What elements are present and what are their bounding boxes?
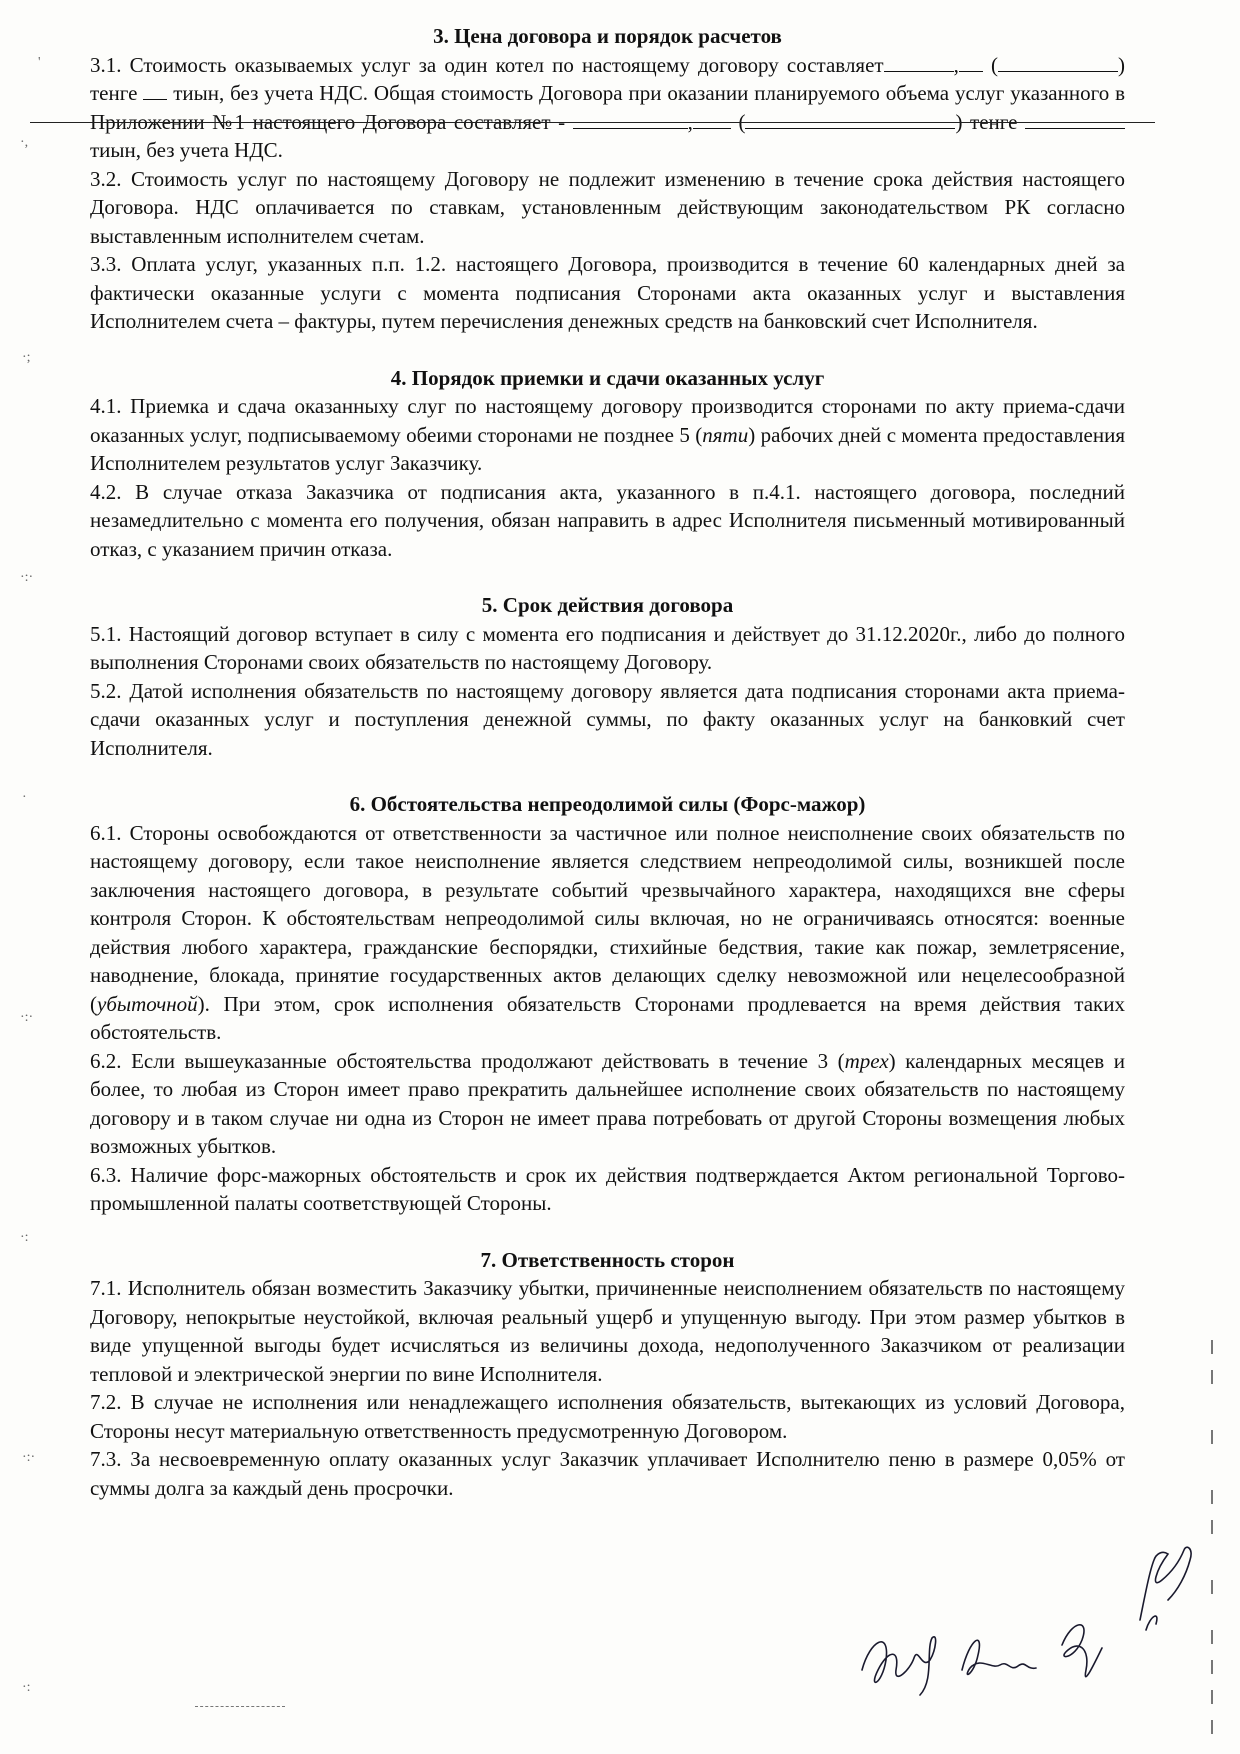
- blank-fill-field: [745, 110, 955, 129]
- section-gap: [90, 336, 1125, 364]
- left-margin-scan-marks: ' ·, ·; ·:· · ·:· ·: ·:· ·:: [20, 55, 41, 1695]
- section-gap: [90, 563, 1125, 591]
- clause-4-2: 4.2. В случае отказа Заказчика от подписания акта, указанного в п.4.1. настоящего договора, последний незамедлительно с момента его получения, обязан направить в адрес Исполнителя письменный мотивированный отказ, с указанием причин отказа.: [90, 479, 1125, 561]
- blank-fill-field: [884, 53, 954, 72]
- footer-dash-line: [195, 1706, 285, 1707]
- contract-body: [90, 22, 1125, 1502]
- blank-fill-field: [573, 110, 688, 129]
- signature-3: [1062, 1625, 1102, 1677]
- clause-text: ,: [687, 109, 693, 134]
- section-title: 6. Обстоятельства непреодолимой силы (Форс-мажор): [349, 792, 866, 816]
- signature-2: [962, 1640, 1036, 1674]
- clause-text: (: [982, 52, 998, 77]
- clause-6-2: [90, 1047, 1125, 1161]
- signature-4: [1140, 1547, 1191, 1630]
- clause-text: ) рабочих дней с момента предоставления Исполнителем результатов услуг Заказчику.: [90, 422, 1125, 475]
- section-title: 3. Цена договора и порядок расчетов: [433, 24, 782, 48]
- clause-4-1: [90, 392, 1125, 478]
- scan-strike-line: [30, 122, 1155, 123]
- clause-text: ) календарных месяцев и более, то любая из Сторон имеет право прекратить дальнейшее исполнение своих обязательств по настоящему договору и в таком случае ни одна из Сторон не имеет права потребовать от другой Стороны возмещения любых возможных убытков.: [90, 1048, 1125, 1158]
- italic-text: убыточной: [97, 991, 198, 1016]
- clause-3-1: [90, 51, 1125, 165]
- blank-fill-field: [1025, 110, 1125, 129]
- section-gap: [90, 762, 1125, 790]
- italic-text: пяти: [702, 422, 749, 447]
- blank-fill-field: [693, 110, 731, 129]
- clause-text: ) тенге: [955, 109, 1025, 134]
- clause-text: ,: [953, 52, 959, 77]
- clause-text: 4.1. Приемка и сдача оказанныху слуг по настоящему договору производится сторонами по акту приема-сдачи оказанных услуг, подписываемому обеими сторонами не позднее 5 (: [90, 394, 1125, 447]
- blank-fill-field: [998, 53, 1118, 72]
- clause-text: 6.2. Если вышеуказанные обстоятельства продолжают действовать в течение 3 (: [90, 1048, 845, 1073]
- clause-7-2: 7.2. В случае не исполнения или ненадлежащего исполнения обязательств, вытекающих из условий Договора, Стороны несут материальную ответственность предусмотренную Договором.: [90, 1390, 1125, 1443]
- section-title: 4. Порядок приемки и сдачи оказанных услуг: [390, 365, 825, 390]
- clause-6-3: 6.3. Наличие форс-мажорных обстоятельств и срок их действия подтверждается Актом региональной Торгово-промышленной палаты соответствующей Стороны.: [90, 1162, 1125, 1215]
- clause-7-1: 7.1. Исполнитель обязан возместить Заказчику убытки, причиненные неисполнением обязательств по настоящему Договору, непокрытые неустойкой, включая реальный ущерб и упущенную выгоду. При этом размер убытков в виде упущенной выгоды будет исчисляться из величины дохода, недополученного Заказчиком от реализации тепловой и электрической энергии по вине Исполнителя.: [90, 1276, 1125, 1386]
- signature-1: [862, 1637, 936, 1695]
- clause-6-1: [90, 819, 1125, 1047]
- clause-text: тиын, без учета НДС.: [90, 138, 283, 162]
- blank-fill-field: [143, 81, 167, 100]
- clause-5-2: 5.2. Датой исполнения обязательств по настоящему договору является дата подписания сторонами акта приема-сдачи оказанных услуг и поступления денежной суммы, по факту оказанных услуг на банковкий счет Исполнителя.: [90, 678, 1125, 760]
- section-gap: [90, 1218, 1125, 1246]
- clause-text: тиын, без учета НДС. Общая стоимость Договора при оказании планируемого объема услуг указанного в Приложении №1 настоящего Договора составляет -: [90, 81, 1125, 134]
- clause-3-2: 3.2. Стоимость услуг по настоящему Договору не подлежит изменению в течение срока действия настоящего Договора. НДС оплачивается по ставкам, установленным действующим законодательством РК согласно выставленным исполнителем счетам.: [90, 166, 1125, 248]
- section-title: 7. Ответственность сторон: [480, 1247, 735, 1272]
- clause-text: (: [730, 109, 746, 134]
- clause-3-3: 3.3. Оплата услуг, указанных п.п. 1.2. настоящего Договора, производится в течение 60 календарных дней за фактически оказанные услуги с момента подписания Сторонами акта оказанных услуг и выставления Исполнителем счета – фактуры, путем перечисления денежных средств на банковский счет Исполнителя.: [90, 252, 1125, 333]
- clause-text: ). При этом, срок исполнения обязательств Сторонами продлевается на время действия таких обстоятельств.: [90, 991, 1125, 1044]
- section-title: 5. Срок действия договора: [481, 593, 734, 617]
- clause-5-1: 5.1. Настоящий договор вступает в силу с момента его подписания и действует до 31.12.2020г., либо до полного выполнения Сторонами своих обязательств по настоящему Договору.: [90, 621, 1125, 674]
- clause-text: 3.1. Стоимость оказываемых услуг за один котел по настоящему договору составляет: [90, 52, 884, 77]
- clause-text: ) тенге: [90, 52, 1125, 105]
- handwritten-signatures: [850, 1520, 1220, 1730]
- clause-7-3: 7.3. За несвоевременную оплату оказанных услуг Заказчик уплачивает Исполнителю пеню в размере 0,05% от суммы долга за каждый день просрочки.: [90, 1447, 1125, 1500]
- clause-text: 6.1. Стороны освобождаются от ответственности за частичное или полное неисполнение своих обязательств по настоящему договору, если такое неисполнение является следствием непреодолимой силы, возникшей после заключения настоящего договора, в результате событий чрезвычайного характера, находящихся вне сферы контроля Сторон. К обстоятельствам непреодолимой силы включая, но не ограничиваясь относятся: военные действия любого характера, гражданские беспорядки, стихийные бедствия, такие как пожар, землетрясение, наводнение, блокада, принятие государственных актов делающих сделку невозможной или нецелесообразной (: [90, 820, 1125, 1016]
- blank-fill-field: [959, 53, 983, 72]
- italic-text: трех: [844, 1048, 889, 1073]
